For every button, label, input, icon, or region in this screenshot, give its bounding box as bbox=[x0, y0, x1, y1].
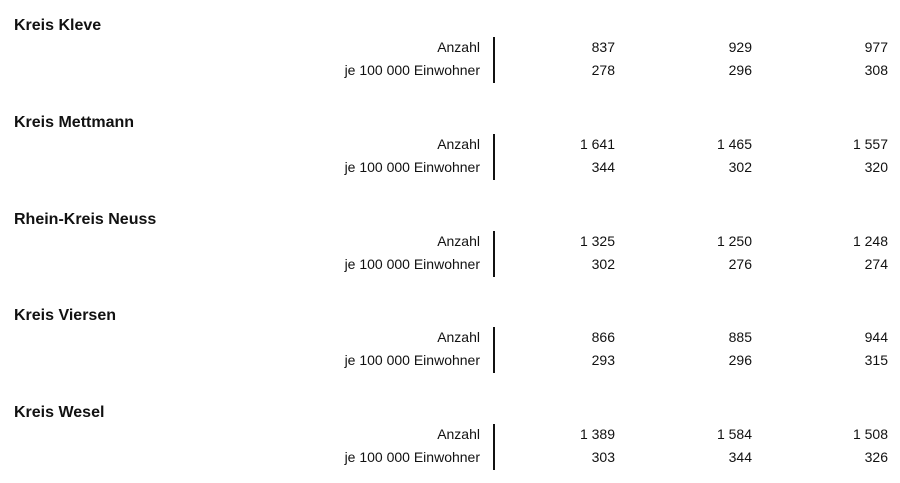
per-capita-row bbox=[0, 253, 900, 275]
region-name: Kreis Mettmann bbox=[14, 114, 135, 131]
value-cell: 296 bbox=[728, 352, 752, 368]
count-row bbox=[0, 326, 900, 348]
region-block bbox=[0, 387, 900, 483]
region-block bbox=[0, 290, 900, 386]
value-cell: 276 bbox=[728, 256, 752, 272]
value-cell: 1 389 bbox=[579, 426, 615, 442]
value-cell: 302 bbox=[728, 159, 752, 175]
row-label-per-capita: je 100 000 Einwohner bbox=[344, 62, 480, 78]
value-cell: 866 bbox=[591, 329, 615, 345]
count-row bbox=[0, 230, 900, 252]
row-label-count: Anzahl bbox=[437, 39, 480, 55]
value-cell: 1 584 bbox=[716, 426, 752, 442]
row-label-per-capita: je 100 000 Einwohner bbox=[344, 449, 480, 465]
row-label-count: Anzahl bbox=[437, 136, 480, 152]
value-cell: 320 bbox=[864, 159, 888, 175]
value-cell: 278 bbox=[591, 62, 615, 78]
value-cell: 293 bbox=[591, 352, 615, 368]
count-row bbox=[0, 133, 900, 155]
row-label-count: Anzahl bbox=[437, 329, 480, 345]
row-label-per-capita: je 100 000 Einwohner bbox=[344, 159, 480, 175]
region-block bbox=[0, 0, 900, 96]
value-cell: 308 bbox=[864, 62, 888, 78]
value-cell: 302 bbox=[591, 256, 615, 272]
region-block bbox=[0, 194, 900, 290]
per-capita-row bbox=[0, 349, 900, 371]
region-name: Kreis Viersen bbox=[14, 307, 116, 324]
count-row bbox=[0, 423, 900, 445]
count-row bbox=[0, 36, 900, 58]
row-label-per-capita: je 100 000 Einwohner bbox=[344, 256, 480, 272]
value-cell: 315 bbox=[864, 352, 888, 368]
value-cell: 944 bbox=[864, 329, 888, 345]
row-label-per-capita: je 100 000 Einwohner bbox=[344, 352, 480, 368]
region-name: Kreis Wesel bbox=[14, 404, 105, 421]
value-cell: 1 248 bbox=[852, 233, 888, 249]
value-cell: 977 bbox=[864, 39, 888, 55]
per-capita-row bbox=[0, 446, 900, 468]
value-cell: 344 bbox=[591, 159, 615, 175]
value-cell: 296 bbox=[728, 62, 752, 78]
value-cell: 344 bbox=[728, 449, 752, 465]
value-cell: 303 bbox=[591, 449, 615, 465]
row-label-count: Anzahl bbox=[437, 233, 480, 249]
per-capita-row bbox=[0, 59, 900, 81]
value-cell: 1 325 bbox=[579, 233, 615, 249]
value-cell: 326 bbox=[864, 449, 888, 465]
region-block bbox=[0, 97, 900, 193]
value-cell: 885 bbox=[728, 329, 752, 345]
value-cell: 1 557 bbox=[852, 136, 888, 152]
region-name: Rhein-Kreis Neuss bbox=[14, 211, 157, 228]
value-cell: 837 bbox=[591, 39, 615, 55]
region-name: Kreis Kleve bbox=[14, 17, 102, 34]
value-cell: 274 bbox=[864, 256, 888, 272]
row-label-count: Anzahl bbox=[437, 426, 480, 442]
per-capita-row bbox=[0, 156, 900, 178]
value-cell: 1 465 bbox=[716, 136, 752, 152]
value-cell: 1 250 bbox=[716, 233, 752, 249]
value-cell: 1 641 bbox=[579, 136, 615, 152]
value-cell: 1 508 bbox=[852, 426, 888, 442]
value-cell: 929 bbox=[728, 39, 752, 55]
